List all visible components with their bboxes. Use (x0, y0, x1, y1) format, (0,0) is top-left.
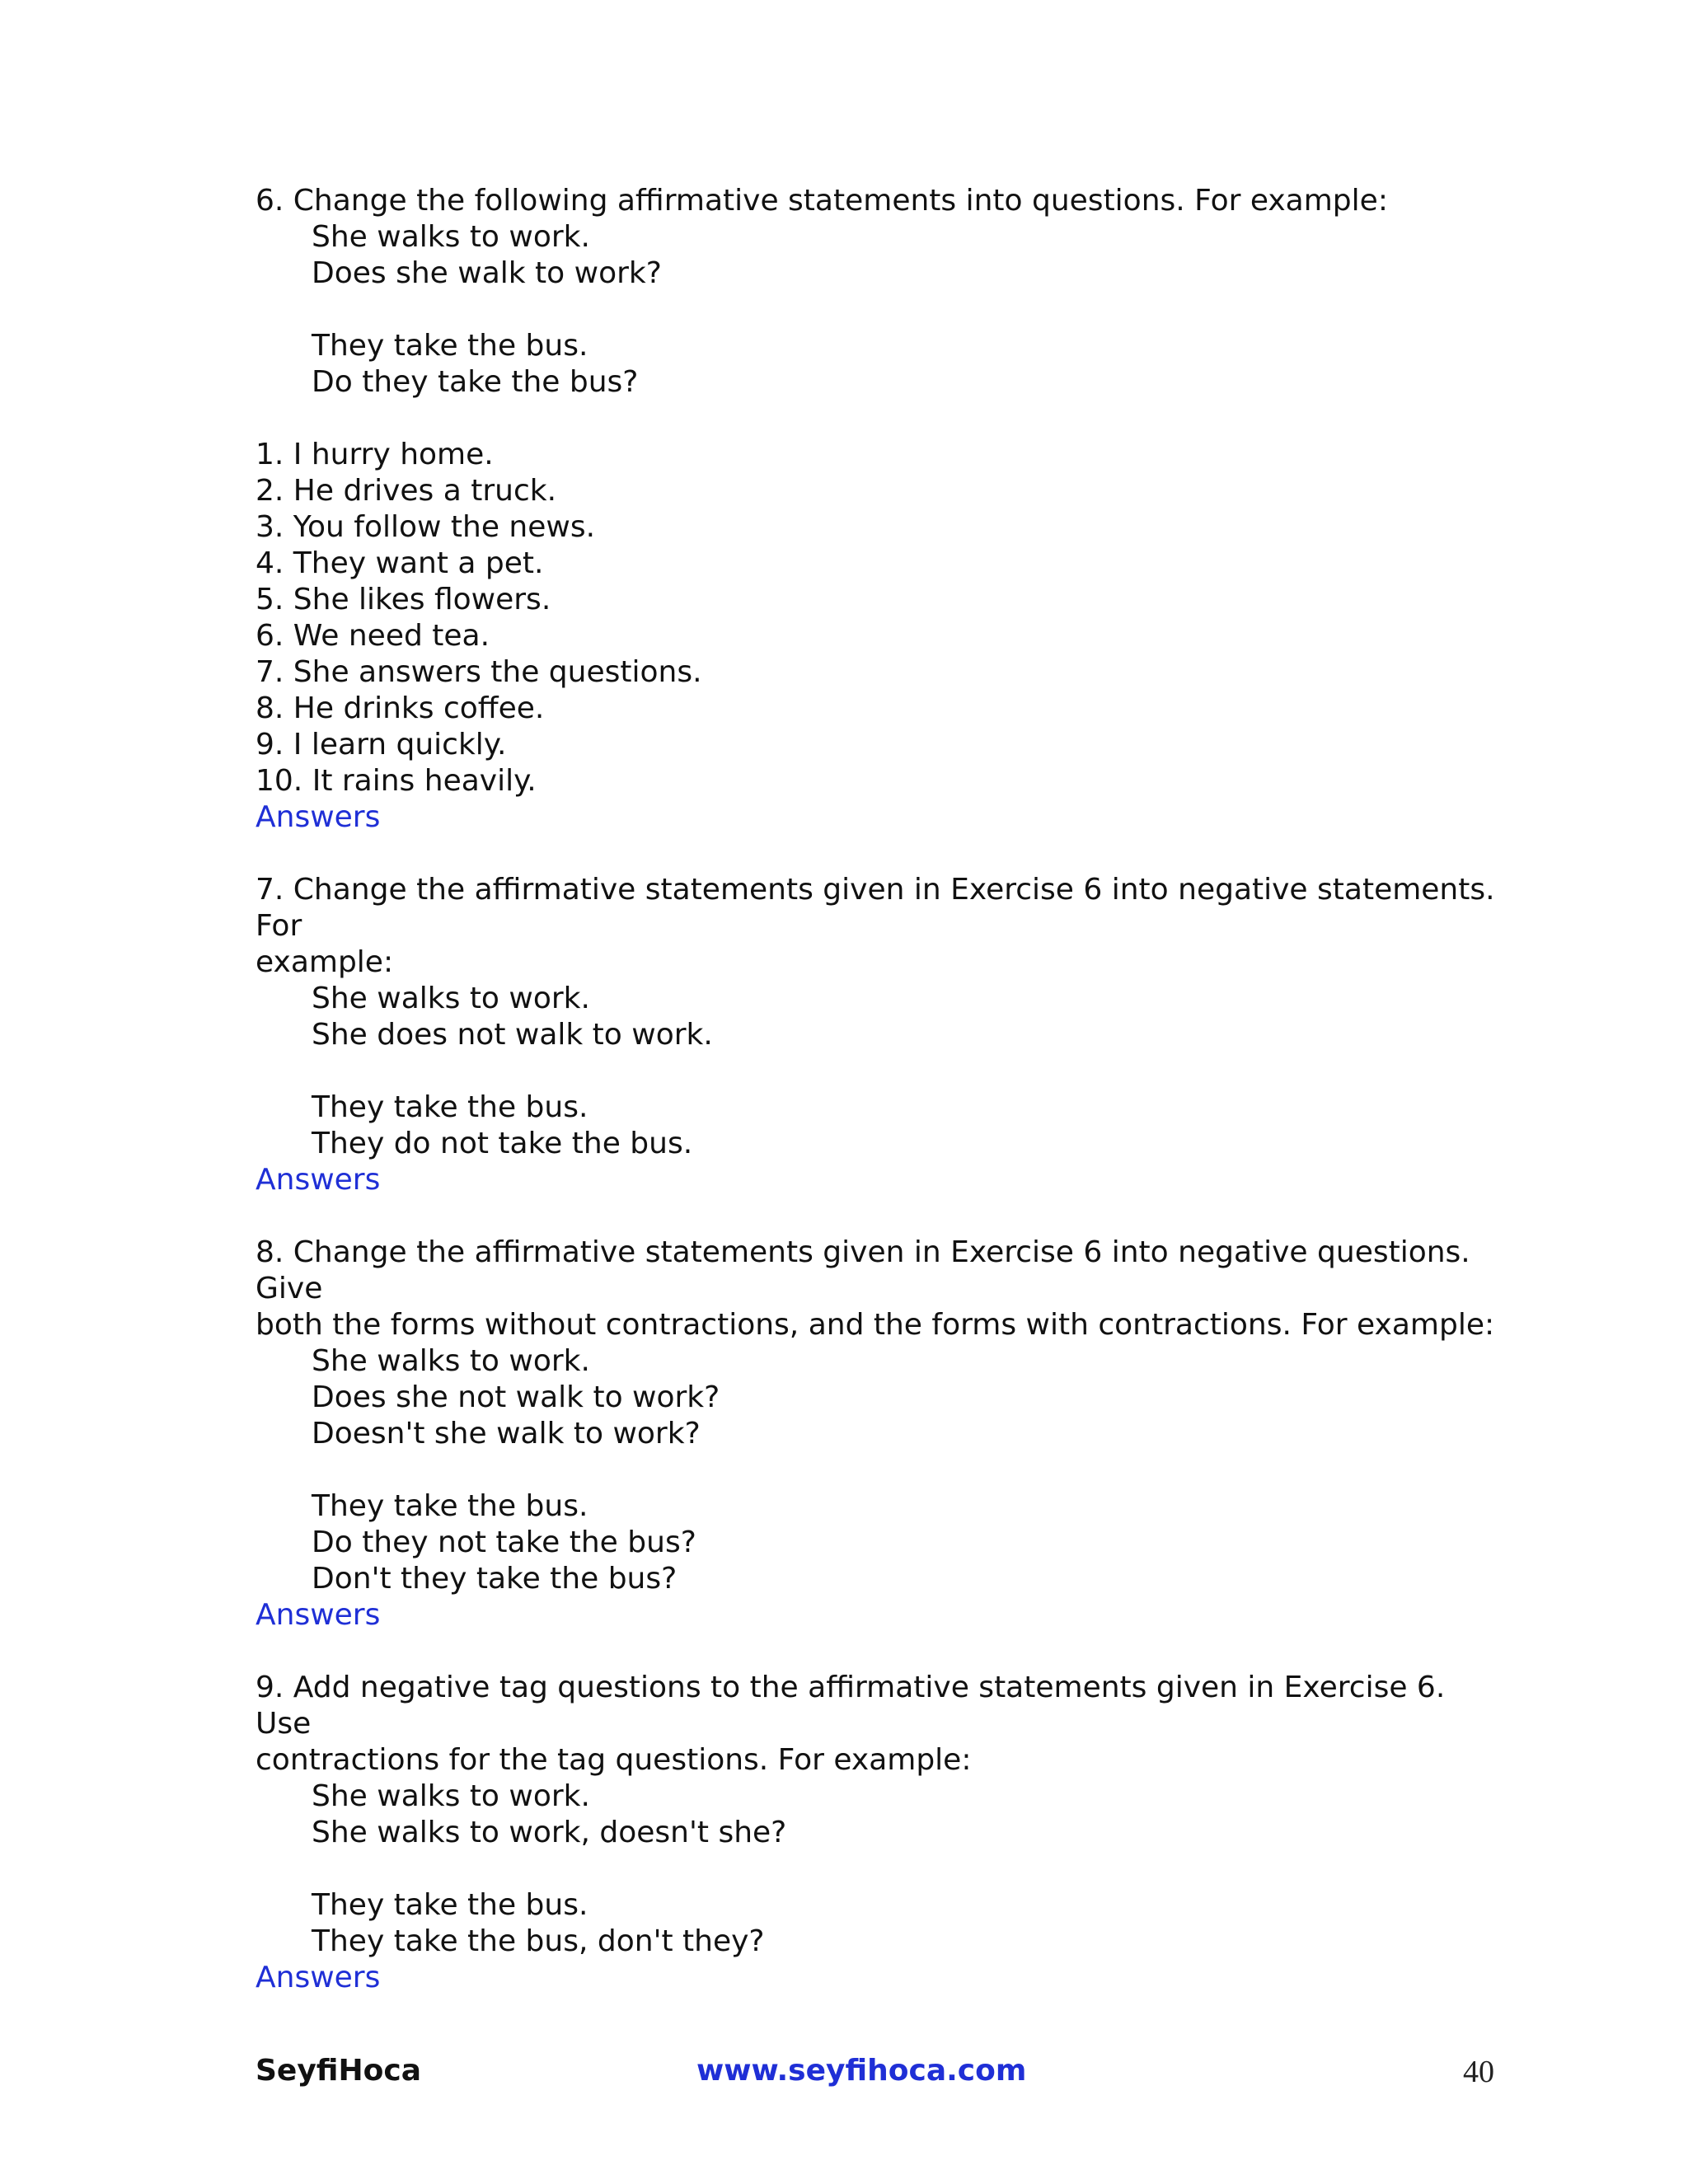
page-number: 40 (1463, 2055, 1494, 2089)
list-item: 4. They want a pet. (256, 546, 544, 580)
example-line: She walks to work. (312, 220, 590, 254)
list-item: 3. You follow the news. (256, 510, 596, 544)
document-body (256, 183, 1508, 1996)
example-line: Do they take the bus? (312, 365, 639, 399)
example-line: Doesn't she walk to work? (312, 1417, 701, 1451)
example-line: They take the bus, don't they? (312, 1924, 765, 1958)
example-line: She walks to work. (312, 982, 590, 1015)
exercise-7-instruction: 7. Change the affirmative statements given in Exercise 6 into negative statements. For (256, 873, 1505, 943)
exercise-7-instruction-cont: example: (256, 945, 394, 979)
exercise-6 (256, 183, 1508, 836)
example-line: They take the bus. (312, 1090, 588, 1124)
list-item: 9. I learn quickly. (256, 728, 507, 762)
example-line: Does she walk to work? (312, 256, 662, 290)
list-item: 6. We need tea. (256, 619, 490, 653)
example-line: They take the bus. (312, 329, 588, 363)
example-line: They do not take the bus. (312, 1127, 693, 1160)
spacer (256, 1452, 1508, 1488)
list-item: 7. She answers the questions. (256, 655, 702, 689)
exercise-9-instruction: 9. Add negative tag questions to the affirmative statements given in Exercise 6. Use (256, 1671, 1455, 1741)
list-item: 10. It rains heavily. (256, 764, 537, 798)
example-line: She does not walk to work. (312, 1018, 713, 1052)
example-line: She walks to work. (312, 1779, 590, 1813)
example-line: Do they not take the bus? (312, 1526, 696, 1559)
exercise-8-instruction-cont: both the forms without contractions, and the forms with contractions. For example: (256, 1308, 1495, 1342)
example-line: They take the bus. (312, 1888, 588, 1922)
list-item: 1. I hurry home. (256, 438, 494, 471)
exercise-8-instruction: 8. Change the affirmative statements given in Exercise 6 into negative questions. Give (256, 1235, 1480, 1305)
list-item: 2. He drives a truck. (256, 474, 557, 508)
spacer (256, 1633, 1508, 1670)
answers-link-exercise-8[interactable]: Answers (256, 1598, 381, 1632)
exercise-8 (256, 1235, 1508, 1633)
spacer (256, 1053, 1508, 1090)
exercise-6-instruction: 6. Change the following affirmative statements into questions. For example: (256, 184, 1388, 218)
spacer (256, 292, 1508, 328)
example-line: Don't they take the bus? (312, 1562, 678, 1596)
answers-link-exercise-6[interactable]: Answers (256, 800, 381, 834)
spacer (256, 836, 1508, 872)
answers-link-exercise-9[interactable]: Answers (256, 1961, 381, 1994)
list-item: 8. He drinks coffee. (256, 691, 545, 725)
example-line: They take the bus. (312, 1489, 588, 1523)
exercise-9-instruction-cont: contractions for the tag questions. For example: (256, 1743, 972, 1777)
footer-website-link[interactable]: www.seyfihoca.com (696, 2054, 1027, 2088)
example-line: She walks to work. (312, 1344, 590, 1378)
spacer (256, 401, 1508, 437)
example-line: Does she not walk to work? (312, 1380, 720, 1414)
example-line: She walks to work, doesn't she? (312, 1816, 787, 1849)
footer-brand: SeyfiHoca (256, 2054, 421, 2088)
exercise-7 (256, 872, 1508, 1198)
list-item: 5. She likes flowers. (256, 583, 551, 616)
answers-link-exercise-7[interactable]: Answers (256, 1163, 381, 1197)
exercise-9 (256, 1670, 1508, 1996)
spacer (256, 1198, 1508, 1235)
spacer (256, 1851, 1508, 1887)
